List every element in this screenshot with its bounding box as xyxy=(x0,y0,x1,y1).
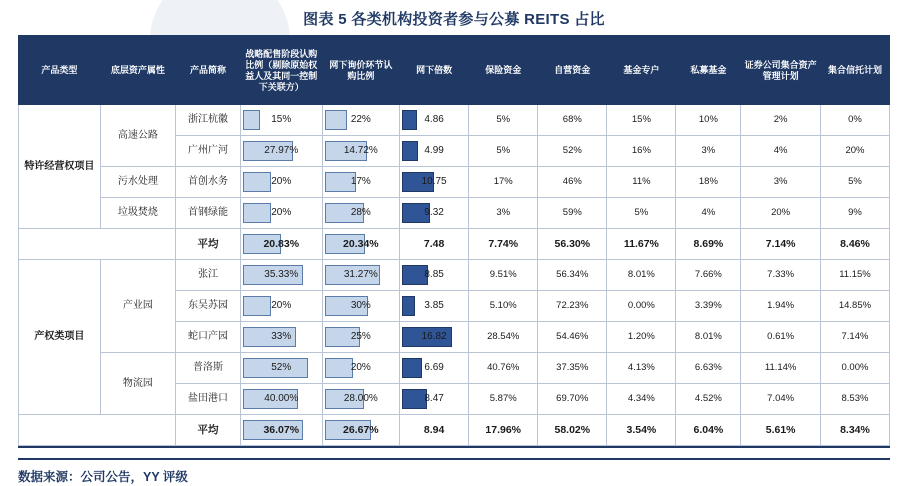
cell-fund-account: 4.13% xyxy=(607,353,676,384)
value-offline-ratio: 17% xyxy=(350,176,371,188)
value-offline-ratio: 28.00% xyxy=(343,393,378,405)
cell-trust-plan: 0% xyxy=(820,105,889,136)
cell-securities-plan: 2% xyxy=(741,105,821,136)
cell-average-offline-ratio xyxy=(322,415,399,446)
cell-proprietary: 69.70% xyxy=(538,384,607,415)
table-row xyxy=(19,260,890,291)
value-strategic-ratio: 40.00% xyxy=(264,393,299,405)
cell-insurance: 5% xyxy=(469,105,538,136)
cell-offline-multiple xyxy=(400,322,469,353)
cell-proprietary: 37.35% xyxy=(538,353,607,384)
cell-average-label: 平均 xyxy=(176,415,241,446)
cell-trust-plan: 11.15% xyxy=(820,260,889,291)
table-row xyxy=(19,167,890,198)
cell-offline-ratio xyxy=(322,198,399,229)
cell-offline-ratio xyxy=(322,322,399,353)
cell-product-name: 浙江杭徽 xyxy=(176,105,241,136)
cell-proprietary: 54.46% xyxy=(538,322,607,353)
cell-asset-attribute: 垃圾焚烧 xyxy=(100,198,175,229)
cell-securities-plan: 7.33% xyxy=(741,260,821,291)
cell-trust-plan: 14.85% xyxy=(820,291,889,322)
cell-strategic-ratio xyxy=(240,260,322,291)
cell-product-type: 产权类项目 xyxy=(19,260,101,415)
cell-strategic-ratio xyxy=(240,322,322,353)
cell-private-fund: 7.66% xyxy=(676,260,741,291)
col-securities-plan: 证券公司集合资产管理计划 xyxy=(741,38,821,105)
value-offline-ratio: 30% xyxy=(350,300,371,312)
cell-offline-ratio xyxy=(322,260,399,291)
cell-insurance: 40.76% xyxy=(469,353,538,384)
cell-trust-plan: 5% xyxy=(820,167,889,198)
cell-average-trust-plan: 8.34% xyxy=(820,415,889,446)
table-row-average xyxy=(19,229,890,260)
cell-offline-multiple xyxy=(400,291,469,322)
cell-securities-plan: 0.61% xyxy=(741,322,821,353)
value-strategic-ratio: 20% xyxy=(271,300,292,312)
cell-proprietary: 52% xyxy=(538,136,607,167)
cell-fund-account: 15% xyxy=(607,105,676,136)
col-private-fund: 私募基金 xyxy=(676,38,741,105)
cell-average-offline-multiple: 7.48 xyxy=(400,229,469,260)
cell-average-strategic-ratio xyxy=(240,415,322,446)
cell-private-fund: 3.39% xyxy=(676,291,741,322)
value-offline-ratio: 14.72% xyxy=(343,145,378,157)
value-offline-multiple: 16.82 xyxy=(421,331,447,343)
col-proprietary: 自营资金 xyxy=(538,38,607,105)
cell-private-fund: 18% xyxy=(676,167,741,198)
cell-securities-plan: 20% xyxy=(741,198,821,229)
col-offline-ratio: 网下询价环节认购比例 xyxy=(322,38,399,105)
value-strategic-ratio: 20% xyxy=(271,207,292,219)
value-strategic-ratio: 52% xyxy=(271,362,292,374)
col-insurance: 保险资金 xyxy=(469,38,538,105)
cell-offline-multiple xyxy=(400,136,469,167)
value-offline-multiple: 9.32 xyxy=(424,207,444,219)
cell-private-fund: 6.63% xyxy=(676,353,741,384)
cell-securities-plan: 3% xyxy=(741,167,821,198)
cell-offline-multiple xyxy=(400,167,469,198)
cell-insurance: 9.51% xyxy=(469,260,538,291)
cell-securities-plan: 1.94% xyxy=(741,291,821,322)
col-product-type: 产品类型 xyxy=(19,38,101,105)
cell-private-fund: 3% xyxy=(676,136,741,167)
value-strategic-ratio: 15% xyxy=(271,114,292,126)
cell-strategic-ratio xyxy=(240,105,322,136)
cell-asset-attribute: 高速公路 xyxy=(100,105,175,167)
table-body xyxy=(19,105,890,446)
cell-strategic-ratio xyxy=(240,198,322,229)
value-average-offline-ratio: 26.67% xyxy=(343,423,379,436)
cell-average-insurance: 17.96% xyxy=(469,415,538,446)
value-offline-ratio: 22% xyxy=(350,114,371,126)
value-strategic-ratio: 33% xyxy=(271,331,292,343)
cell-private-fund: 4% xyxy=(676,198,741,229)
table-row xyxy=(19,198,890,229)
cell-product-name: 东吴苏园 xyxy=(176,291,241,322)
cell-insurance: 17% xyxy=(469,167,538,198)
value-offline-ratio: 31.27% xyxy=(343,269,378,281)
value-offline-multiple: 6.69 xyxy=(424,362,444,374)
cell-fund-account: 0.00% xyxy=(607,291,676,322)
cell-proprietary: 59% xyxy=(538,198,607,229)
cell-average-fund-account: 11.67% xyxy=(607,229,676,260)
cell-insurance: 28.54% xyxy=(469,322,538,353)
cell-product-name: 盐田港口 xyxy=(176,384,241,415)
cell-asset-attribute: 产业园 xyxy=(100,260,175,353)
cell-fund-account: 16% xyxy=(607,136,676,167)
cell-offline-ratio xyxy=(322,105,399,136)
reits-table xyxy=(18,37,890,446)
cell-average-trust-plan: 8.46% xyxy=(820,229,889,260)
cell-strategic-ratio xyxy=(240,167,322,198)
reits-table-wrapper xyxy=(18,35,890,448)
value-average-strategic-ratio: 20.83% xyxy=(263,237,300,250)
cell-trust-plan: 9% xyxy=(820,198,889,229)
cell-private-fund: 8.01% xyxy=(676,322,741,353)
col-strategic-ratio: 战略配售阶段认购比例（剔除原始权益人及其同一控制下关联方） xyxy=(240,38,322,105)
cell-average-offline-multiple: 8.94 xyxy=(400,415,469,446)
cell-offline-multiple xyxy=(400,260,469,291)
cell-strategic-ratio xyxy=(240,384,322,415)
page-title: 图表 5 各类机构投资者参与公募 REITS 占比 xyxy=(303,11,605,28)
cell-average-securities-plan: 7.14% xyxy=(741,229,821,260)
col-offline-multiple: 网下倍数 xyxy=(400,38,469,105)
cell-product-name: 蛇口产园 xyxy=(176,322,241,353)
cell-product-name: 广州广河 xyxy=(176,136,241,167)
cell-offline-multiple xyxy=(400,353,469,384)
value-offline-multiple: 10.75 xyxy=(421,176,447,188)
value-offline-multiple: 8.47 xyxy=(424,393,444,405)
col-asset-attribute: 底层资产属性 xyxy=(100,38,175,105)
cell-fund-account: 8.01% xyxy=(607,260,676,291)
cell-asset-attribute: 污水处理 xyxy=(100,167,175,198)
cell-fund-account: 5% xyxy=(607,198,676,229)
cell-average-spacer xyxy=(19,415,176,446)
cell-securities-plan: 4% xyxy=(741,136,821,167)
cell-average-fund-account: 3.54% xyxy=(607,415,676,446)
cell-product-type: 特许经营权项目 xyxy=(19,105,101,229)
value-offline-ratio: 28% xyxy=(350,207,371,219)
cell-insurance: 5.10% xyxy=(469,291,538,322)
value-offline-ratio: 20% xyxy=(350,362,371,374)
col-trust-plan: 集合信托计划 xyxy=(820,38,889,105)
source-note: 数据来源：公司公告，YY 评级 xyxy=(18,458,890,485)
cell-offline-ratio xyxy=(322,167,399,198)
value-offline-ratio: 25% xyxy=(350,331,371,343)
cell-average-label: 平均 xyxy=(176,229,241,260)
cell-proprietary: 46% xyxy=(538,167,607,198)
cell-fund-account: 4.34% xyxy=(607,384,676,415)
cell-private-fund: 4.52% xyxy=(676,384,741,415)
cell-product-name: 首创水务 xyxy=(176,167,241,198)
cell-offline-ratio xyxy=(322,384,399,415)
cell-offline-ratio xyxy=(322,291,399,322)
cell-fund-account: 11% xyxy=(607,167,676,198)
cell-offline-ratio xyxy=(322,136,399,167)
cell-product-name: 首钢绿能 xyxy=(176,198,241,229)
cell-average-offline-ratio xyxy=(322,229,399,260)
col-fund-account: 基金专户 xyxy=(607,38,676,105)
value-offline-multiple: 4.86 xyxy=(424,114,444,126)
cell-strategic-ratio xyxy=(240,291,322,322)
cell-average-spacer xyxy=(19,229,176,260)
cell-average-proprietary: 58.02% xyxy=(538,415,607,446)
cell-offline-ratio xyxy=(322,353,399,384)
cell-average-private-fund: 6.04% xyxy=(676,415,741,446)
cell-offline-multiple xyxy=(400,105,469,136)
cell-trust-plan: 7.14% xyxy=(820,322,889,353)
cell-trust-plan: 0.00% xyxy=(820,353,889,384)
cell-trust-plan: 20% xyxy=(820,136,889,167)
value-average-offline-ratio: 20.34% xyxy=(343,237,379,250)
cell-trust-plan: 8.53% xyxy=(820,384,889,415)
cell-offline-multiple xyxy=(400,198,469,229)
cell-strategic-ratio xyxy=(240,353,322,384)
cell-securities-plan: 11.14% xyxy=(741,353,821,384)
cell-offline-multiple xyxy=(400,384,469,415)
cell-proprietary: 72.23% xyxy=(538,291,607,322)
value-strategic-ratio: 27.97% xyxy=(264,145,299,157)
cell-securities-plan: 7.04% xyxy=(741,384,821,415)
cell-strategic-ratio xyxy=(240,136,322,167)
cell-fund-account: 1.20% xyxy=(607,322,676,353)
cell-insurance: 3% xyxy=(469,198,538,229)
table-row xyxy=(19,353,890,384)
cell-asset-attribute: 物流园 xyxy=(100,353,175,415)
cell-average-securities-plan: 5.61% xyxy=(741,415,821,446)
cell-average-proprietary: 56.30% xyxy=(538,229,607,260)
cell-private-fund: 10% xyxy=(676,105,741,136)
cell-insurance: 5.87% xyxy=(469,384,538,415)
value-offline-multiple: 4.99 xyxy=(424,145,444,157)
cell-proprietary: 56.34% xyxy=(538,260,607,291)
value-offline-multiple: 8.85 xyxy=(424,269,444,281)
cell-insurance: 5% xyxy=(469,136,538,167)
value-strategic-ratio: 20% xyxy=(271,176,292,188)
value-offline-multiple: 3.85 xyxy=(424,300,444,312)
col-product-name: 产品简称 xyxy=(176,38,241,105)
header-row xyxy=(19,38,890,105)
cell-average-private-fund: 8.69% xyxy=(676,229,741,260)
cell-product-name: 张江 xyxy=(176,260,241,291)
cell-proprietary: 68% xyxy=(538,105,607,136)
cell-average-insurance: 7.74% xyxy=(469,229,538,260)
cell-average-strategic-ratio xyxy=(240,229,322,260)
value-strategic-ratio: 35.33% xyxy=(264,269,299,281)
table-header xyxy=(19,38,890,105)
table-row xyxy=(19,105,890,136)
table-row-average xyxy=(19,415,890,446)
value-average-strategic-ratio: 36.07% xyxy=(263,423,300,436)
cell-product-name: 普洛斯 xyxy=(176,353,241,384)
